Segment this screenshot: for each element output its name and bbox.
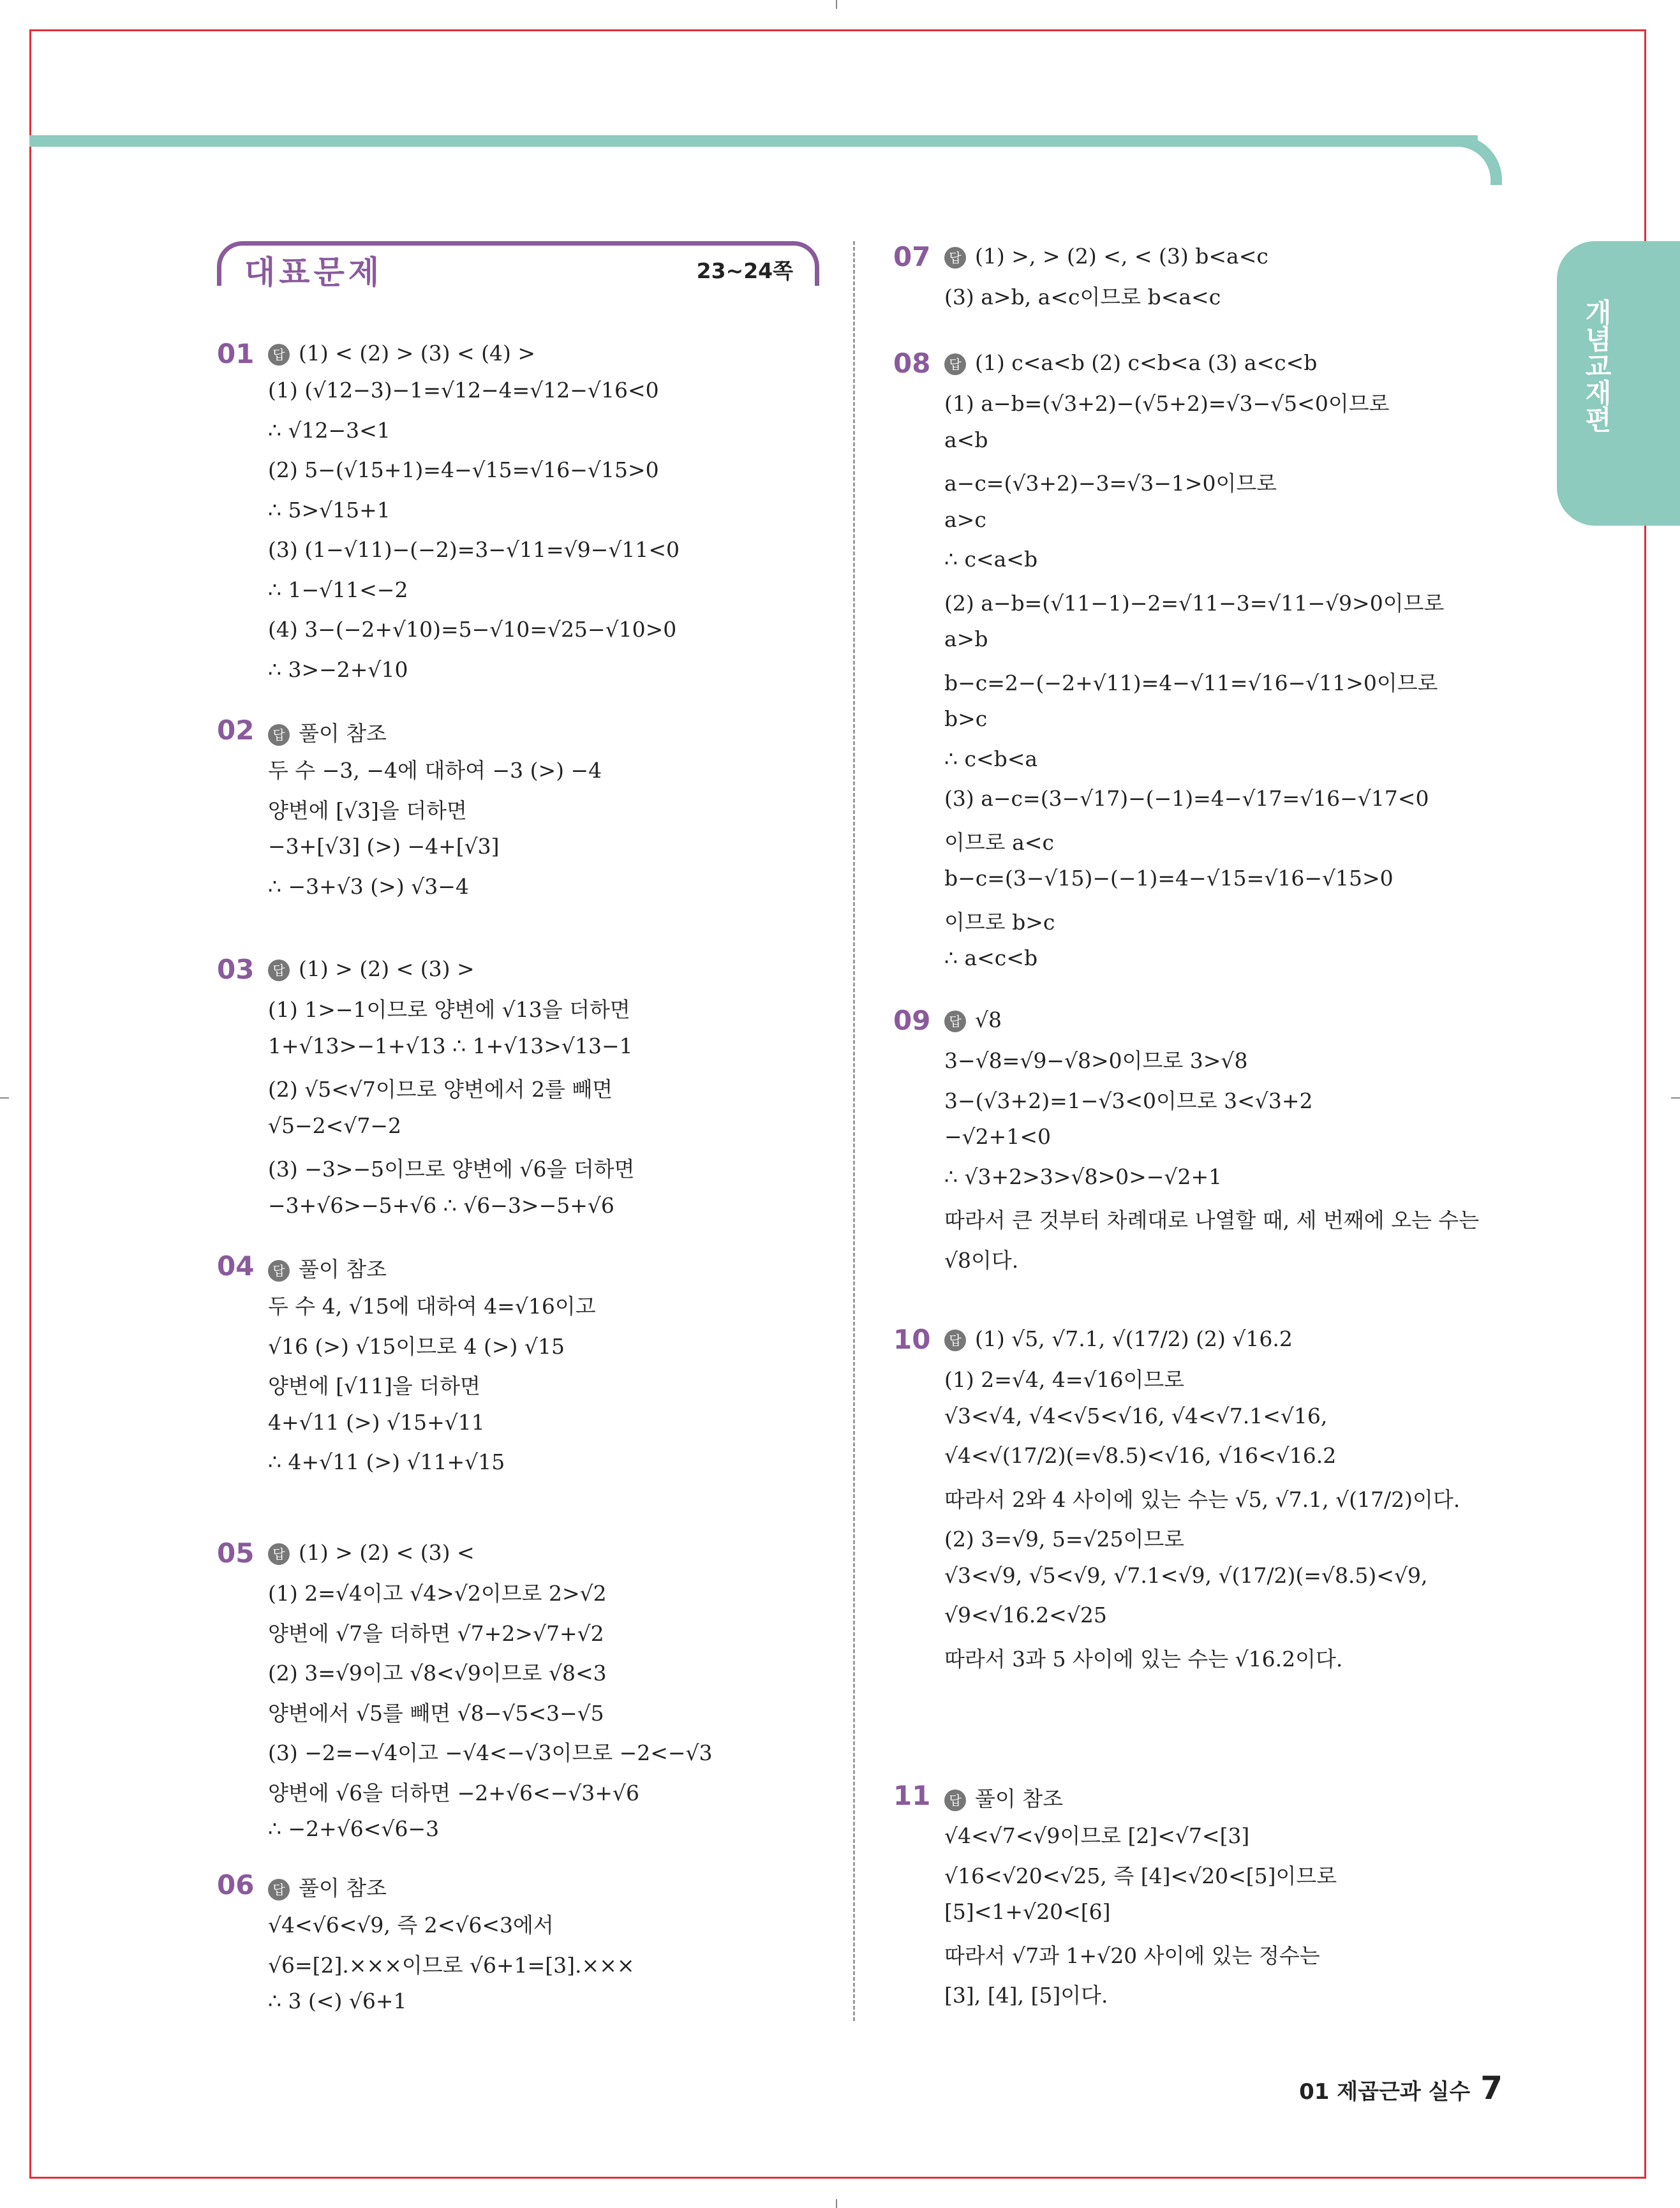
solution-line: (2) √5<√7이므로 양변에서 2를 빼면 <box>268 1077 613 1102</box>
answer-text: (1) c<a<b (2) c<b<a (3) a<c<b <box>975 350 1318 375</box>
answer-badge-icon: 답 <box>944 353 966 375</box>
chapter-label: 01 제곱근과 실수 <box>1299 2079 1471 2105</box>
solution-line: ∴ 1−√11<−2 <box>268 577 408 602</box>
answer-line <box>268 1872 387 1902</box>
problem-number: 02 <box>217 715 255 746</box>
solution-line: a>c <box>944 507 986 532</box>
crop-mark <box>1671 1097 1680 1099</box>
solution-line: [3], [4], [5]이다. <box>944 1983 1108 2008</box>
answer-text: (1) > (2) < (3) > <box>299 956 475 981</box>
answer-text: (1) > (2) < (3) < <box>299 1540 475 1565</box>
solution-line: a<b <box>944 427 988 452</box>
solution-line: (3) a>b, a<c이므로 b<a<c <box>944 285 1221 309</box>
solution-line: a>b <box>944 626 988 651</box>
solution-line: √8이다. <box>944 1247 1019 1273</box>
left-column <box>217 0 829 2208</box>
solution-line: √4<√(17/2)(=√8.5)<√16, √16<√16.2 <box>944 1443 1337 1468</box>
section-title: 대표문제 <box>244 254 383 291</box>
solution-line: ∴ −2+√6<√6−3 <box>268 1816 440 1841</box>
crop-mark <box>836 0 837 9</box>
solution-line: ∴ 4+√11 (>) √11+√15 <box>268 1449 505 1474</box>
column-divider <box>853 241 855 2021</box>
page-number: 7 <box>1480 2070 1503 2107</box>
answer-badge-icon: 답 <box>944 1011 966 1032</box>
crop-mark <box>0 1097 9 1099</box>
solution-line: √3<√9, √5<√9, √7.1<√9, √(17/2)(=√8.5)<√9, <box>944 1562 1428 1588</box>
solution-line: (3) a−c=(3−√17)−(−1)=4−√17=√16−√17<0 <box>944 786 1429 811</box>
answer-text: 풀이 참조 <box>975 1786 1064 1811</box>
solution-line: ∴ 3>−2+√10 <box>268 656 408 682</box>
solution-line: 따라서 2와 4 사이에 있는 수는 √5, √7.1, √(17/2)이다. <box>944 1486 1461 1512</box>
side-tab-label: 개념교재편 <box>1581 299 1612 433</box>
answer-badge-icon: 답 <box>944 1789 966 1811</box>
solution-line: ∴ 5>√15+1 <box>268 497 390 522</box>
solution-line: (3) −3>−5이므로 양변에 √6을 더하면 <box>268 1157 635 1182</box>
solution-line: 양변에서 √5를 빼면 √8−√5<3−√5 <box>268 1700 604 1726</box>
problem-number: 09 <box>893 1005 931 1036</box>
solution-line: ∴ c<a<b <box>944 547 1038 572</box>
solution-line: ∴ 3 (<) √6+1 <box>268 1989 407 2013</box>
answer-line <box>268 1253 387 1283</box>
solution-line: 양변에 √7을 더하면 √7+2>√7+√2 <box>268 1620 604 1646</box>
solution-line: 따라서 √7과 1+√20 사이에 있는 정수는 <box>944 1943 1320 1968</box>
solution-line: ∴ a<c<b <box>944 945 1038 970</box>
solution-line: b−c=(3−√15)−(−1)=4−√15=√16−√15>0 <box>944 866 1394 891</box>
solution-line: 따라서 큰 것부터 차례대로 나열할 때, 세 번째에 오는 수는 <box>944 1208 1480 1233</box>
problem-number: 04 <box>217 1250 255 1282</box>
answer-badge-icon: 답 <box>944 1330 966 1351</box>
solution-line: 3−√8=√9−√8>0이므로 3>√8 <box>944 1048 1248 1073</box>
solution-line: a−c=(√3+2)−3=√3−1>0이므로 <box>944 471 1277 496</box>
answer-badge-icon: 답 <box>268 1260 290 1282</box>
solution-line: ∴ √3+2>3>√8>0>−√2+1 <box>944 1164 1223 1189</box>
answer-line <box>944 1007 1002 1032</box>
answer-text: 풀이 참조 <box>299 721 387 746</box>
answer-text: 풀이 참조 <box>299 1257 387 1282</box>
problem-number: 07 <box>893 241 931 272</box>
solution-line: 양변에 √6을 더하면 −2+√6<−√3+√6 <box>268 1780 639 1805</box>
side-tab <box>1557 241 1680 526</box>
solution-line: 양변에 [√11]을 더하면 <box>268 1374 480 1398</box>
solution-line: (1) a−b=(√3+2)−(√5+2)=√3−√5<0이므로 <box>944 391 1390 416</box>
answer-line <box>944 350 1317 375</box>
problem-number: 10 <box>893 1324 931 1355</box>
answer-line <box>268 956 475 981</box>
answer-text: 풀이 참조 <box>299 1876 387 1901</box>
problem-number: 05 <box>217 1537 255 1569</box>
solution-line: ∴ c<b<a <box>944 746 1038 771</box>
answer-badge-icon: 답 <box>944 247 966 269</box>
answer-line <box>944 244 1268 269</box>
answer-line <box>268 341 535 366</box>
solution-line: 두 수 4, √15에 대하여 4=√16이고 <box>268 1294 596 1319</box>
solution-line: (1) 2=√4이고 √4>√2이므로 2>√2 <box>268 1581 607 1606</box>
solution-line: (1) (√12−3)−1=√12−4=√12−√16<0 <box>268 378 659 403</box>
answer-badge-icon: 답 <box>268 1543 290 1565</box>
answer-line <box>268 717 387 747</box>
solution-line: 3−(√3+2)=1−√3<0이므로 3<√3+2 <box>944 1088 1313 1113</box>
solution-line: (3) −2=−√4이고 −√4<−√3이므로 −2<−√3 <box>268 1740 713 1765</box>
solution-line: (2) 5−(√15+1)=4−√15=√16−√15>0 <box>268 457 659 482</box>
solution-line: 두 수 −3, −4에 대하여 −3 (>) −4 <box>268 758 602 783</box>
solution-line: 4+√11 (>) √15+√11 <box>268 1409 485 1435</box>
solution-line: (2) 3=√9, 5=√25이므로 <box>944 1527 1185 1552</box>
solution-line: b>c <box>944 706 988 731</box>
solution-line: 이므로 a<c <box>944 829 1054 855</box>
answer-text: √8 <box>975 1007 1002 1032</box>
problem-number: 11 <box>893 1780 931 1811</box>
solution-line: b−c=2−(−2+√11)=4−√11=√16−√11>0이므로 <box>944 670 1438 695</box>
solution-line: √5−2<√7−2 <box>268 1113 401 1138</box>
problem-number: 01 <box>217 338 255 369</box>
solution-line: √9<√16.2<√25 <box>944 1603 1107 1627</box>
problem-number: 08 <box>893 348 931 379</box>
solution-line: 이므로 b>c <box>944 909 1055 935</box>
solution-line: (1) 1>−1이므로 양변에 √13을 더하면 <box>268 997 630 1022</box>
solution-line: (3) (1−√11)−(−2)=3−√11=√9−√11<0 <box>268 537 680 562</box>
solution-line: (2) 3=√9이고 √8<√9이므로 √8<3 <box>268 1661 607 1686</box>
answer-text: (1) >, > (2) <, < (3) b<a<c <box>975 244 1268 269</box>
crop-mark <box>836 2199 837 2208</box>
solution-line: −√2+1<0 <box>944 1124 1051 1149</box>
solution-line: (4) 3−(−2+√10)=5−√10=√25−√10>0 <box>268 617 677 642</box>
right-column <box>893 0 1531 2208</box>
answer-line <box>944 1326 1293 1351</box>
page-footer <box>1299 2070 1503 2107</box>
page-range: 23~24쪽 <box>696 258 793 283</box>
answer-badge-icon: 답 <box>268 344 290 366</box>
answer-line <box>944 1782 1063 1812</box>
solution-line: √4<√7<√9이므로 [2]<√7<[3] <box>944 1823 1250 1848</box>
answer-text: (1) √5, √7.1, √(17/2) (2) √16.2 <box>975 1326 1293 1351</box>
solution-line: [5]<1+√20<[6] <box>944 1899 1111 1924</box>
solution-line: (1) 2=√4, 4=√16이므로 <box>944 1367 1185 1392</box>
solution-line: 양변에 [√3]을 더하면 <box>268 797 467 823</box>
solution-line: ∴ √12−3<1 <box>268 417 390 443</box>
solution-line: −3+[√3] (>) −4+[√3] <box>268 834 500 859</box>
answer-badge-icon: 답 <box>268 1879 290 1901</box>
answer-badge-icon: 답 <box>268 960 290 981</box>
solution-line: 따라서 3과 5 사이에 있는 수는 √16.2이다. <box>944 1646 1343 1671</box>
solution-line: ∴ −3+√3 (>) √3−4 <box>268 873 469 899</box>
problem-number: 06 <box>217 1869 255 1901</box>
answer-line <box>268 1540 475 1565</box>
answer-text: (1) < (2) > (3) < (4) > <box>299 341 536 366</box>
solution-line: 1+√13>−1+√13 ∴ 1+√13>√13−1 <box>268 1033 633 1058</box>
solution-line: √6=[2].×××이므로 √6+1=[3].××× <box>268 1952 635 1978</box>
solution-line: −3+√6>−5+√6 ∴ √6−3>−5+√6 <box>268 1192 614 1218</box>
solution-line: √16 (>) √15이므로 4 (>) √15 <box>268 1333 565 1359</box>
solution-line: (2) a−b=(√11−1)−2=√11−3=√11−√9>0이므로 <box>944 590 1445 616</box>
problem-number: 03 <box>217 954 255 985</box>
solution-line: √3<√4, √4<√5<√16, √4<√7.1<√16, <box>944 1403 1328 1428</box>
solution-line: √16<√20<√25, 즉 [4]<√20<[5]이므로 <box>944 1863 1337 1888</box>
answer-badge-icon: 답 <box>268 724 290 746</box>
solution-line: √4<√6<√9, 즉 2<√6<3에서 <box>268 1913 554 1938</box>
